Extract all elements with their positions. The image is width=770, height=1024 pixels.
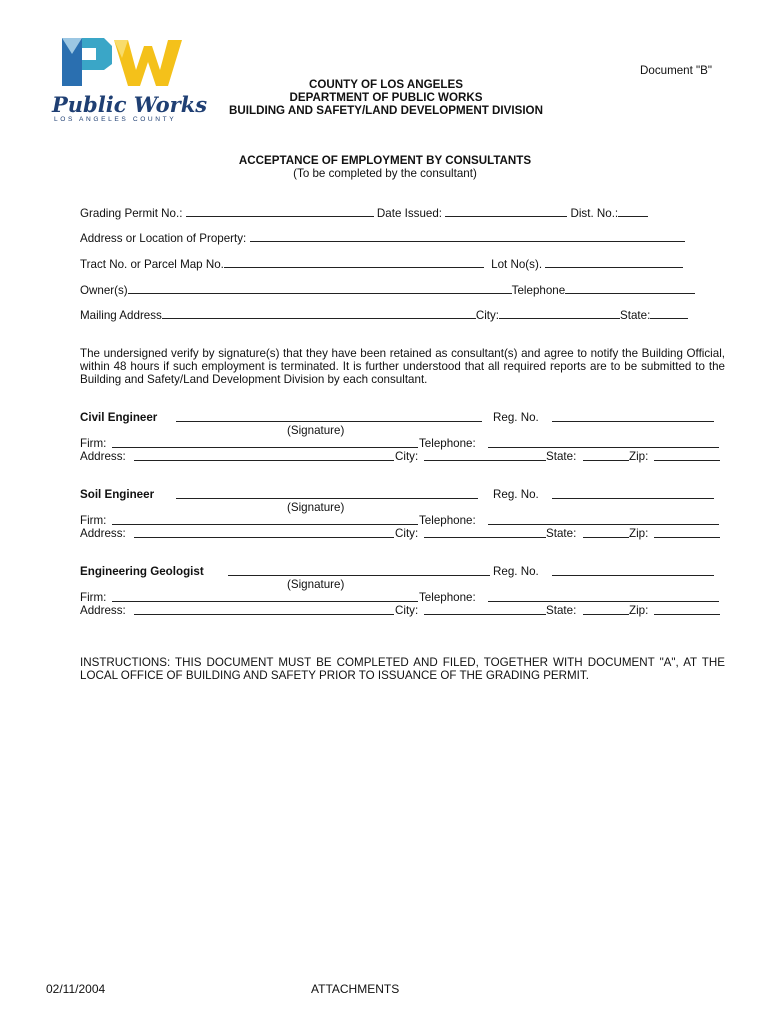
soil-address-label: Address: <box>80 527 126 540</box>
civil-zip-label: Zip: <box>629 450 649 463</box>
soil-reg-no-input[interactable] <box>552 488 714 499</box>
geologist-city-label: City: <box>395 604 419 617</box>
civil-address-input[interactable] <box>134 450 394 461</box>
consultant-soil-engineer <box>80 488 725 540</box>
dist-no-label: Dist. No.: <box>570 207 619 220</box>
soil-city-input[interactable] <box>424 527 546 538</box>
civil-address-label: Address: <box>80 450 126 463</box>
form-title: ACCEPTANCE OF EMPLOYMENT BY CONSULTANTS <box>238 154 532 167</box>
soil-signature-caption: (Signature) <box>287 501 345 514</box>
mailing-state-label: State: <box>620 309 651 322</box>
mailing-address-label: Mailing Address <box>80 309 162 322</box>
geologist-firm-label: Firm: <box>80 591 107 604</box>
civil-state-input[interactable] <box>583 450 629 461</box>
tract-no-label: Tract No. or Parcel Map No. <box>80 258 224 271</box>
geologist-reg-no-input[interactable] <box>552 565 714 576</box>
address-location-label: Address or Location of Property: <box>80 232 247 245</box>
civil-firm-input[interactable] <box>112 437 418 448</box>
civil-telephone-label: Telephone: <box>419 437 476 450</box>
geologist-firm-input[interactable] <box>112 591 418 602</box>
geologist-city-input[interactable] <box>424 604 546 615</box>
public-works-logo <box>52 36 208 126</box>
instructions-paragraph: INSTRUCTIONS: THIS DOCUMENT MUST BE COMPLETED AND FILED, TOGETHER WITH DOCUMENT "A", AT THE LOCAL OFFICE OF BUILDING AND SAFETY PRIOR TO ISSUANCE OF THE GRADING PERMIT. <box>80 656 725 682</box>
mailing-address-row <box>80 308 688 322</box>
geologist-address-input[interactable] <box>134 604 394 615</box>
soil-firm-input[interactable] <box>112 514 418 525</box>
civil-state-label: State: <box>546 450 577 463</box>
consultant-civil-engineer <box>80 411 725 463</box>
header-department: DEPARTMENT OF PUBLIC WORKS <box>289 91 483 104</box>
owner-telephone-input[interactable] <box>565 283 695 294</box>
geologist-telephone-label: Telephone: <box>419 591 476 604</box>
civil-telephone-input[interactable] <box>488 437 719 448</box>
header-division: BUILDING AND SAFETY/LAND DEVELOPMENT DIVISION <box>229 104 543 117</box>
civil-firm-label: Firm: <box>80 437 107 450</box>
lot-nos-label: Lot No(s). <box>491 258 543 271</box>
mailing-address-input[interactable] <box>162 308 476 319</box>
soil-zip-input[interactable] <box>654 527 720 538</box>
engineering-geologist-label: Engineering Geologist <box>80 565 204 578</box>
grading-permit-label: Grading Permit No.: <box>80 207 183 220</box>
geologist-zip-input[interactable] <box>654 604 720 615</box>
owner-telephone-label: Telephone <box>511 284 566 297</box>
civil-engineer-label: Civil Engineer <box>80 411 158 424</box>
logo-subtitle: LOS ANGELES COUNTY <box>54 116 177 123</box>
mailing-city-label: City: <box>475 309 500 322</box>
civil-city-input[interactable] <box>424 450 546 461</box>
date-issued-label: Date Issued: <box>376 207 443 220</box>
mailing-city-input[interactable] <box>499 308 620 319</box>
geologist-zip-label: Zip: <box>629 604 649 617</box>
statement-paragraph: The undersigned verify by signature(s) that they have been retained as consultant(s) and agree to notify the Building Official, within 48 hours if such employment is terminated. It is further understood that all required reports are to be submitted to the Building and Safety/Land Development Division by each consultant. <box>80 347 725 386</box>
footer-attachments: ATTACHMENTS <box>311 982 400 996</box>
soil-city-label: City: <box>395 527 419 540</box>
soil-telephone-input[interactable] <box>488 514 719 525</box>
owners-row <box>80 283 695 297</box>
tract-no-input[interactable] <box>224 257 484 268</box>
soil-state-label: State: <box>546 527 577 540</box>
soil-address-input[interactable] <box>134 527 394 538</box>
header-block <box>190 78 582 117</box>
footer-date: 02/11/2004 <box>46 982 106 996</box>
dist-no-input[interactable] <box>618 206 648 217</box>
geologist-state-input[interactable] <box>583 604 629 615</box>
geologist-address-label: Address: <box>80 604 126 617</box>
document-label: Document "B" <box>640 64 713 77</box>
lot-nos-input[interactable] <box>545 257 683 268</box>
civil-city-label: City: <box>395 450 419 463</box>
address-location-row <box>80 231 685 245</box>
soil-engineer-label: Soil Engineer <box>80 488 155 501</box>
form-subtitle: (To be completed by the consultant) <box>293 167 477 180</box>
owners-input[interactable] <box>128 283 512 294</box>
grading-permit-input[interactable] <box>186 206 374 217</box>
mailing-state-input[interactable] <box>650 308 688 319</box>
header-county: COUNTY OF LOS ANGELES <box>309 78 463 91</box>
soil-state-input[interactable] <box>583 527 629 538</box>
date-issued-input[interactable] <box>445 206 567 217</box>
civil-reg-no-input[interactable] <box>552 411 714 422</box>
soil-firm-label: Firm: <box>80 514 107 527</box>
geologist-telephone-input[interactable] <box>488 591 719 602</box>
grading-permit-row <box>80 206 648 220</box>
civil-signature-caption: (Signature) <box>287 424 345 437</box>
geologist-state-label: State: <box>546 604 577 617</box>
consultant-engineering-geologist <box>80 565 725 617</box>
owners-label: Owner(s) <box>80 284 128 297</box>
soil-telephone-label: Telephone: <box>419 514 476 527</box>
logo-wordmark: Public Works <box>52 92 208 117</box>
tract-row <box>80 257 683 271</box>
civil-engineer-signature-input[interactable] <box>176 411 482 422</box>
geologist-reg-no-label: Reg. No. <box>493 565 539 578</box>
address-location-input[interactable] <box>250 231 685 242</box>
soil-engineer-signature-input[interactable] <box>176 488 478 499</box>
civil-zip-input[interactable] <box>654 450 720 461</box>
geologist-signature-caption: (Signature) <box>287 578 345 591</box>
soil-zip-label: Zip: <box>629 527 649 540</box>
geologist-signature-input[interactable] <box>228 565 490 576</box>
civil-reg-no-label: Reg. No. <box>493 411 539 424</box>
soil-reg-no-label: Reg. No. <box>493 488 539 501</box>
